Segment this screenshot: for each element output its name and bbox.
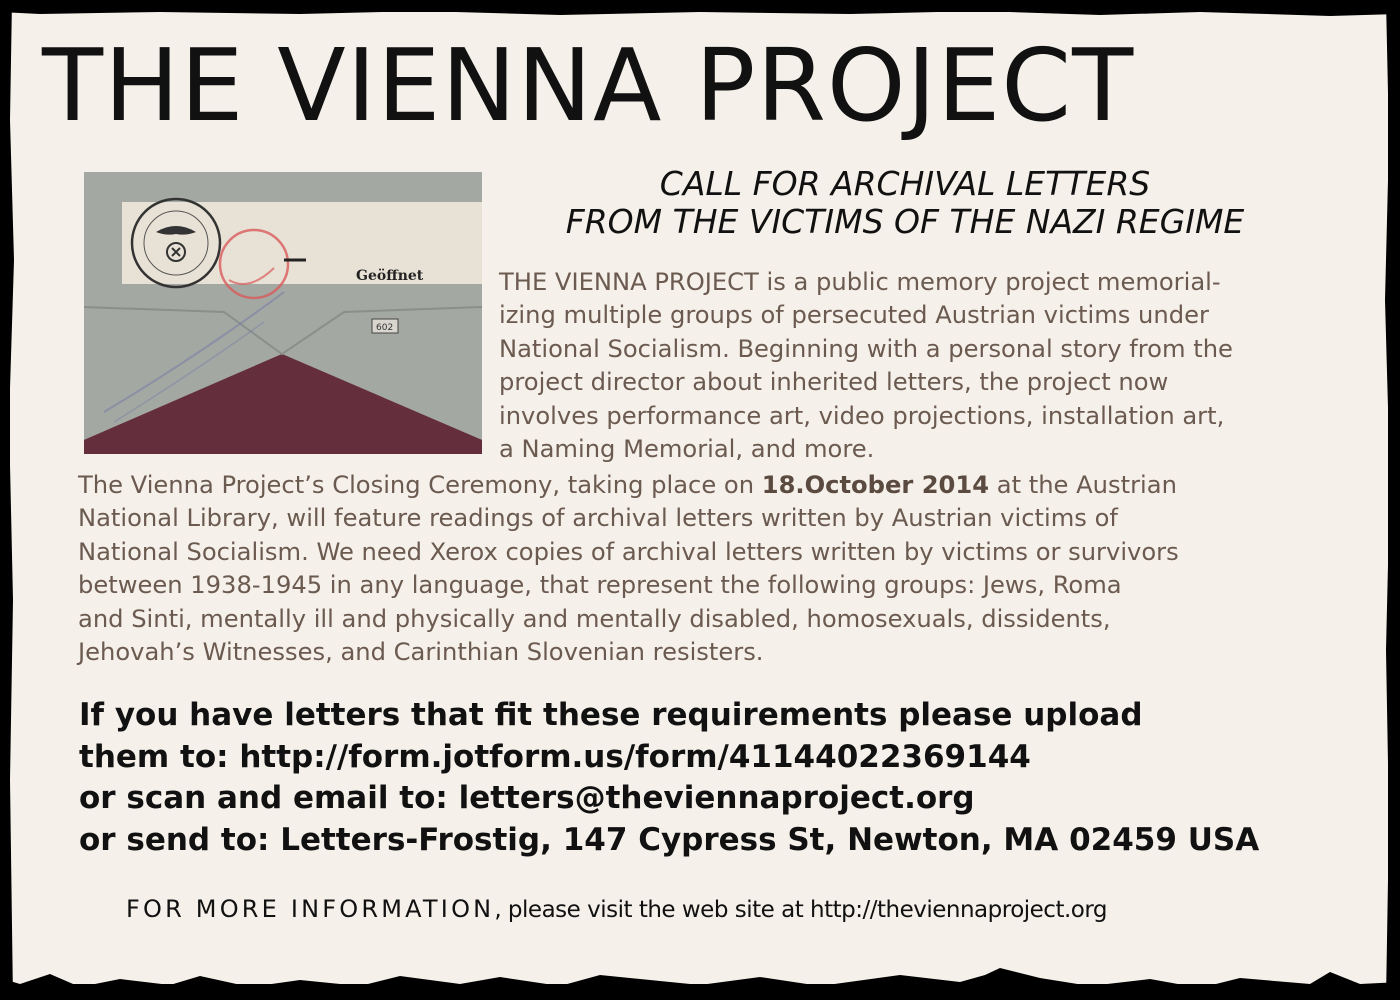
intro-line: izing multiple groups of persecuted Austrian victims under [499, 301, 1209, 330]
email-prefix: or scan and email to: [79, 780, 459, 816]
page-title: THE VIENNA PROJECT [42, 27, 1135, 144]
upload-instructions [79, 695, 1379, 861]
email-link[interactable]: letters@theviennaproject.org [458, 780, 975, 816]
envelope-number: 602 [376, 323, 394, 333]
ceremony-line: National Library, will feature readings of archival letters written by Austrian victims of [78, 504, 1118, 533]
upload-prefix: them to: [79, 738, 240, 775]
intro-paragraph [499, 266, 1359, 466]
footer-info [126, 895, 1306, 923]
ceremony-line: and Sinti, mentally ill and physically and mentally disabled, homosexuals, dissidents, [78, 604, 1111, 633]
intro-line: a Naming Memorial, and more. [499, 435, 875, 464]
call-heading [480, 165, 1330, 241]
ceremony-date: 18.October 2014 [761, 471, 990, 499]
stamp-label-text: Geöffnet [356, 268, 424, 284]
upload-form-link[interactable]: http://form.jotform.us/form/41144022369144 [239, 738, 1031, 775]
ceremony-line-1 [78, 469, 1368, 502]
intro-line: THE VIENNA PROJECT is a public memory project memorial- [499, 268, 1221, 296]
upload-line-2 [79, 737, 1379, 779]
call-line-1: CALL FOR ARCHIVAL LETTERS [659, 164, 1151, 203]
ceremony-text-before-date: The Vienna Project’s Closing Ceremony, taking place on [78, 471, 762, 499]
upload-line-3 [79, 778, 1379, 820]
intro-line: involves performance art, video projections, installation art, [499, 401, 1225, 430]
upload-line-1: If you have letters that fit these requirements please upload [79, 697, 1143, 733]
footer-text: , please visit the web site at [494, 897, 811, 923]
intro-line: National Socialism. Beginning with a personal story from the [499, 334, 1233, 363]
website-link[interactable]: http://theviennaproject.org [810, 897, 1107, 923]
envelope-photo [84, 172, 482, 454]
ceremony-line: Jehovah’s Witnesses, and Carinthian Slovenian resisters. [78, 638, 764, 667]
mailing-address: or send to: Letters-Frostig, 147 Cypress St, Newton, MA 02459 USA [79, 821, 1260, 858]
ceremony-paragraph [78, 469, 1368, 669]
call-line-2: FROM THE VICTIMS OF THE NAZI REGIME [565, 202, 1245, 241]
intro-line: project director about inherited letters, the project now [499, 368, 1169, 397]
ceremony-line: between 1938-1945 in any language, that represent the following groups: Jews, Roma [78, 571, 1122, 600]
ceremony-line: National Socialism. We need Xerox copies of archival letters written by victims or survivors [78, 537, 1179, 566]
ceremony-text-after-date: at the Austrian [989, 471, 1177, 499]
footer-caps: FOR MORE INFORMATION [126, 895, 495, 923]
